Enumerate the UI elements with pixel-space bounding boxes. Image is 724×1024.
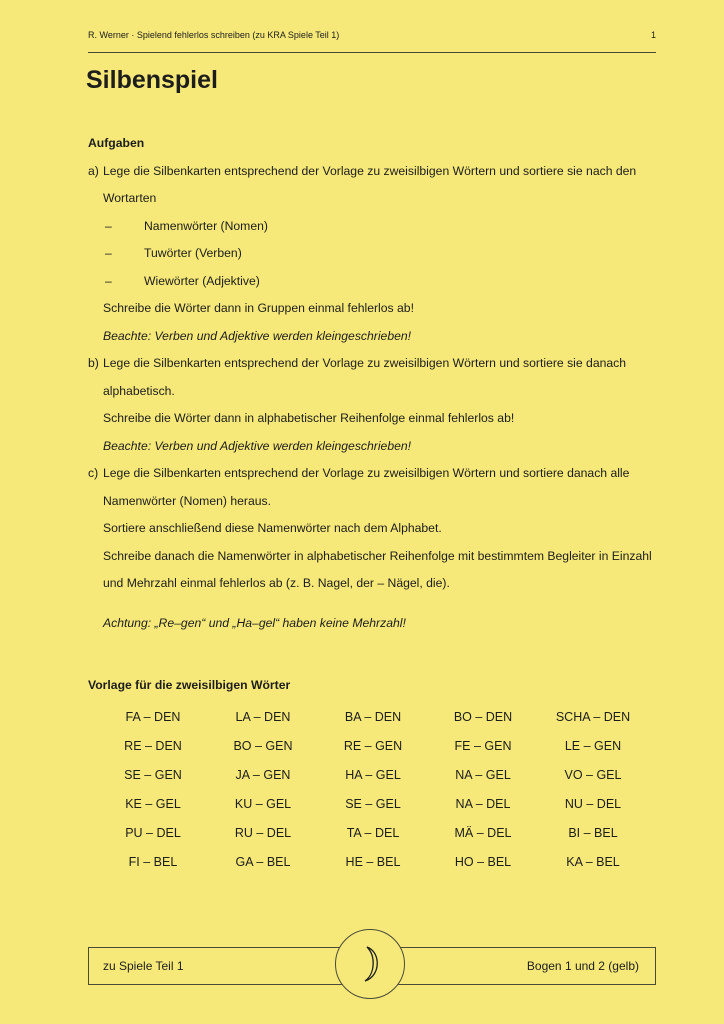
task-b [88, 350, 658, 405]
task-c-instruction-sort: Sortiere anschließend diese Namenwörter nach dem Alphabet. [103, 521, 442, 535]
syllable-word: PU – DEL [125, 825, 181, 840]
task-c-instruction-write: Schreibe danach die Namenwörter in alphabetischer Reihenfolge mit bestimmtem Begleiter in Einzahl und Mehrzahl einmal fehlerlos ab (z. B. Nagel, der – Nägel, die). [103, 548, 652, 590]
syllable-word: HA – GEL [345, 767, 401, 782]
syllable-word: JA – GEN [235, 767, 291, 782]
aufgaben-heading: Aufgaben [88, 136, 145, 150]
syllable-word: SE – GEN [124, 767, 182, 782]
dash-bullet: – [105, 218, 112, 233]
task-b-instruction: Schreibe die Wörter dann in alphabetischer Reihenfolge einmal fehlerlos ab! [103, 411, 515, 425]
task-a-note: Beachte: Verben und Adjektive werden kleingeschrieben! [103, 328, 412, 343]
task-c-note: Achtung: „Re–gen“ und „Ha–gel“ haben keine Mehrzahl! [103, 615, 406, 630]
dash-bullet: – [105, 273, 112, 288]
task-a-instruction: Schreibe die Wörter dann in Gruppen einmal fehlerlos ab! [103, 301, 414, 315]
syllable-word: TA – DEL [346, 825, 400, 840]
list-item [103, 268, 658, 296]
task-a [88, 158, 658, 213]
syllable-word: VO – GEL [564, 767, 622, 782]
syllable-word: SE – GEL [345, 796, 401, 811]
syllable-word: NA – DEL [455, 796, 511, 811]
syllable-word: FE – GEN [454, 738, 512, 753]
page-title: Silbenspiel [86, 66, 218, 94]
task-b-note: Beachte: Verben und Adjektive werden kleingeschrieben! [103, 438, 412, 453]
syllable-word: RE – GEN [343, 738, 403, 753]
word-type-list [88, 213, 658, 296]
page-footer [88, 947, 656, 985]
syllable-word: NA – GEL [455, 767, 511, 782]
syllable-word: MÄ – DEL [454, 825, 512, 840]
syllable-word: FA – DEN [125, 709, 181, 724]
syllable-word: NU – DEL [564, 796, 622, 811]
list-item-text: Tuwörter (Verben) [144, 246, 242, 260]
task-c-label: c) [88, 466, 99, 480]
list-item [103, 213, 658, 241]
footer-right-text: Bogen 1 und 2 (gelb) [526, 959, 639, 973]
syllable-word: BI – BEL [568, 825, 618, 840]
task-c-text: Lege die Silbenkarten entsprechend der Vorlage zu zweisilbigen Wörtern und sortiere danach alle Namenwörter (Nomen) heraus. [103, 466, 630, 508]
syllable-word: KA – BEL [566, 854, 620, 869]
list-item-text: Namenwörter (Nomen) [144, 218, 268, 233]
task-a-text: Lege die Silbenkarten entsprechend der Vorlage zu zweisilbigen Wörtern und sortiere sie nach den Wortarten [103, 163, 637, 205]
page-number: 1 [650, 30, 656, 40]
vorlage-heading: Vorlage für die zweisilbigen Wörter [88, 678, 291, 692]
syllable-word: RU – DEL [234, 825, 292, 840]
crescent-moon-icon [355, 944, 385, 984]
syllable-word: BA – DEN [344, 709, 402, 724]
task-section [88, 126, 658, 637]
syllable-word: LA – DEN [235, 709, 291, 724]
dash-bullet: – [105, 246, 112, 260]
page-header [88, 30, 656, 40]
syllable-word: LE – GEN [564, 738, 622, 753]
task-b-text: Lege die Silbenkarten entsprechend der Vorlage zu zweisilbigen Wörtern und sortiere sie danach alphabetisch. [103, 356, 627, 398]
task-c [88, 460, 658, 515]
syllable-word: HE – BEL [345, 854, 401, 869]
footer-emblem [335, 929, 405, 999]
syllable-word: SCHA – DEN [555, 709, 631, 724]
task-b-label: b) [88, 356, 99, 370]
syllable-word: KE – GEL [125, 796, 181, 811]
syllable-word: FI – BEL [128, 854, 178, 869]
task-a-label: a) [88, 163, 99, 178]
syllable-word: GA – BEL [235, 854, 291, 869]
list-item-text: Wiewörter (Adjektive) [144, 273, 260, 288]
syllable-word: HO – BEL [454, 854, 512, 869]
syllable-word: BO – DEN [453, 709, 513, 724]
syllable-word: BO – GEN [233, 738, 293, 753]
syllable-word-grid [98, 702, 658, 876]
header-divider [88, 52, 656, 53]
syllable-word: RE – DEN [124, 738, 182, 753]
footer-left-text: zu Spiele Teil 1 [103, 959, 184, 973]
header-source: R. Werner · Spielend fehlerlos schreiben (zu KRA Spiele Teil 1) [88, 30, 340, 40]
list-item [103, 240, 658, 268]
syllable-word: KU – GEL [234, 796, 292, 811]
